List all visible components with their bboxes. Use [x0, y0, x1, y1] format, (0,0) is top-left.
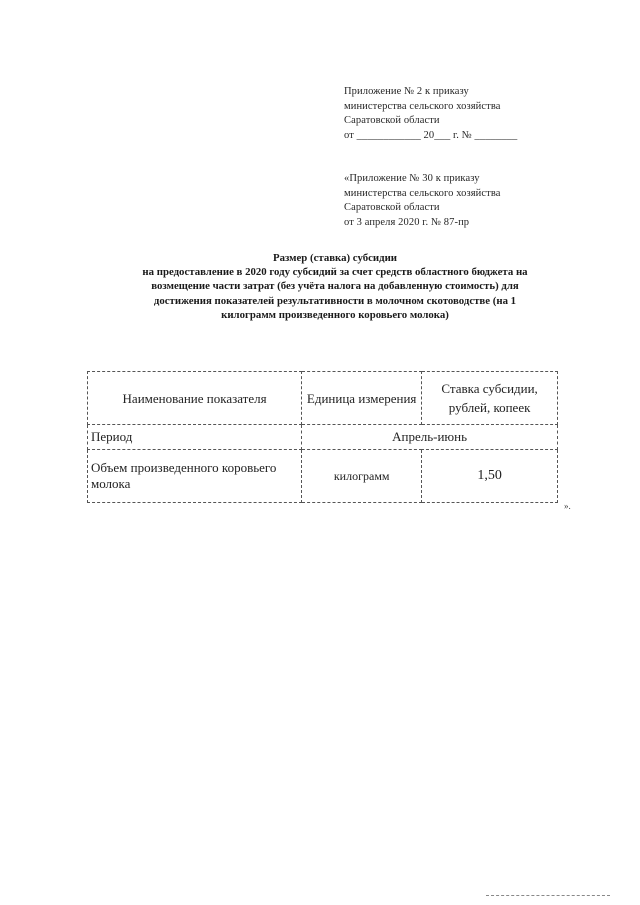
- header-unit: Единица измерения: [302, 372, 422, 425]
- footer-rule: [486, 895, 610, 896]
- table-row: [88, 450, 558, 503]
- appendix-new-line: Приложение № 2 к приказу: [344, 86, 469, 97]
- rate-cell: 1,50: [422, 450, 558, 503]
- appendix-old-line: Саратовской области: [344, 202, 440, 213]
- title-line: достижения показателей результативности в молочном скотоводстве (на 1: [153, 294, 517, 307]
- subsidy-rate-table: [87, 371, 558, 503]
- title-line: возмещение части затрат (без учёта налога на добавленную стоимость) для: [151, 280, 519, 293]
- header-indicator: Наименование показателя: [88, 372, 302, 425]
- period-label: Период: [88, 425, 302, 450]
- title-line: Размер (ставка) субсидии: [272, 252, 398, 264]
- appendix-new-line: Саратовской области: [344, 115, 440, 126]
- appendix-reference-new: [344, 85, 517, 143]
- appendix-new-line: от ____________ 20___ г. № ________: [344, 129, 518, 141]
- closing-quote-mark: ».: [564, 501, 571, 511]
- appendix-new-line: министерства сельского хозяйства: [344, 100, 501, 112]
- document-title: [80, 251, 590, 322]
- period-value: Апрель-июнь: [302, 425, 558, 450]
- title-line: на предоставление в 2020 году субсидий за счет средств областного бюджета на: [142, 266, 528, 279]
- table-header-row: [88, 372, 558, 425]
- header-rate: Ставка субсидии, рублей, копеек: [422, 372, 558, 425]
- appendix-old-line: «Приложение № 30 к приказу: [344, 173, 480, 184]
- indicator-cell: Объем произведенного коровьего молока: [88, 450, 302, 503]
- title-line: килограмм произведенного коровьего молока): [221, 308, 449, 321]
- appendix-old-line: от 3 апреля 2020 г. № 87-пр: [344, 216, 470, 228]
- appendix-reference-amended: [344, 172, 501, 230]
- table-row-period: [88, 425, 558, 450]
- unit-cell: килограмм: [302, 450, 422, 503]
- appendix-old-line: министерства сельского хозяйства: [344, 187, 501, 199]
